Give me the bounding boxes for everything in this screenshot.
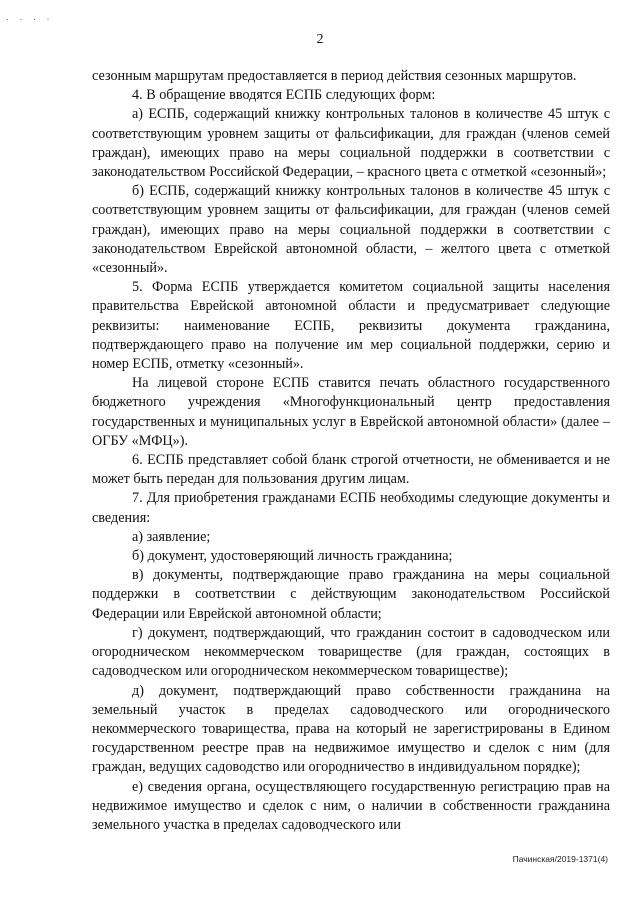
paragraph-item-7b: б) документ, удостоверяющий личность гражданина; — [132, 548, 453, 565]
document-body — [92, 67, 610, 835]
scan-artifact-marks: · · · · — [6, 14, 54, 24]
paragraph-item-7v: в) документы, подтверждающие право гражданина на меры социальной поддержки в соответствии с действующим законодательством Российской Федерации или Еврейской автономной области; — [92, 567, 610, 622]
paragraph-item-5: 5. Форма ЕСПБ утверждается комитетом социальной защиты населения правительства Еврейской автономной области и предусматривает следующие реквизиты: наименование ЕСПБ, реквизиты документа гражданина, подтверждающего право на получение им мер социальной поддержки, серию и номер ЕСПБ, отметку «сезонный». — [92, 279, 610, 373]
page-number: 2 — [316, 32, 324, 47]
paragraph-item-4: 4. В обращение вводятся ЕСПБ следующих форм: — [132, 87, 436, 104]
paragraph-item-7g: г) документ, подтверждающий, что гражданин состоит в садоводческом или огородническом некоммерческом товариществе (для граждан, состоящих в садоводческом или огородническом некоммерческом товариществе); — [92, 624, 610, 680]
paragraph-item-7d: д) документ, подтверждающий право собственности гражданина на земельный участок в пределах садоводческого или огороднического некоммерческого товарищества, права на который не зарегистрированы в Едином государственном реестре прав на недвижимое имущество и сделок с ним (для граждан, ведущих садоводство или огородничество в индивидуальном порядке); — [92, 682, 610, 776]
paragraph-item-7e: е) сведения органа, осуществляющего государственную регистрацию прав на недвижимое имущество и сделок с ним, о наличии в собственности гражданина земельного участка в пределах садоводческого или — [92, 778, 610, 833]
paragraph-continuation: сезонным маршрутам предоставляется в период действия сезонных маршрутов. — [92, 68, 577, 84]
paragraph-item-7: 7. Для приобретения гражданами ЕСПБ необходимы следующие документы и сведения: — [92, 490, 610, 526]
paragraph-item-6: 6. ЕСПБ представляет собой бланк строгой отчетности, не обменивается и не может быть передан для пользования другим лицам. — [92, 452, 610, 488]
paragraph-item-4a: а) ЕСПБ, содержащий книжку контрольных талонов в количестве 45 штук с соответствующим уровнем защиты от фальсификации, для граждан (членов семей граждан), имеющих право на меры социальной поддержки в соответствии с законодательством Российской Федерации, – красного цвета с отметкой «сезонный»; — [92, 106, 610, 181]
paragraph-item-5-stamp: На лицевой стороне ЕСПБ ставится печать областного государственного бюджетного учреждения «Многофункциональный центр предоставления государственных и муниципальных услуг в Еврейской автономной области» (далее – ОГБУ «МФЦ»). — [92, 375, 610, 449]
paragraph-item-7a: а) заявление; — [132, 528, 211, 545]
paragraph-item-4b: б) ЕСПБ, содержащий книжку контрольных талонов в количестве 45 штук с соответствующим уровнем защиты от фальсификации, для граждан (членов семей граждан), имеющих право на меры социальной поддержки в соответствии с законодательством Еврейской автономной области, – желтого цвета с отметкой «сезонный». — [92, 183, 610, 277]
document-footer-code: Пачинская/2019-1371(4) — [512, 854, 608, 864]
